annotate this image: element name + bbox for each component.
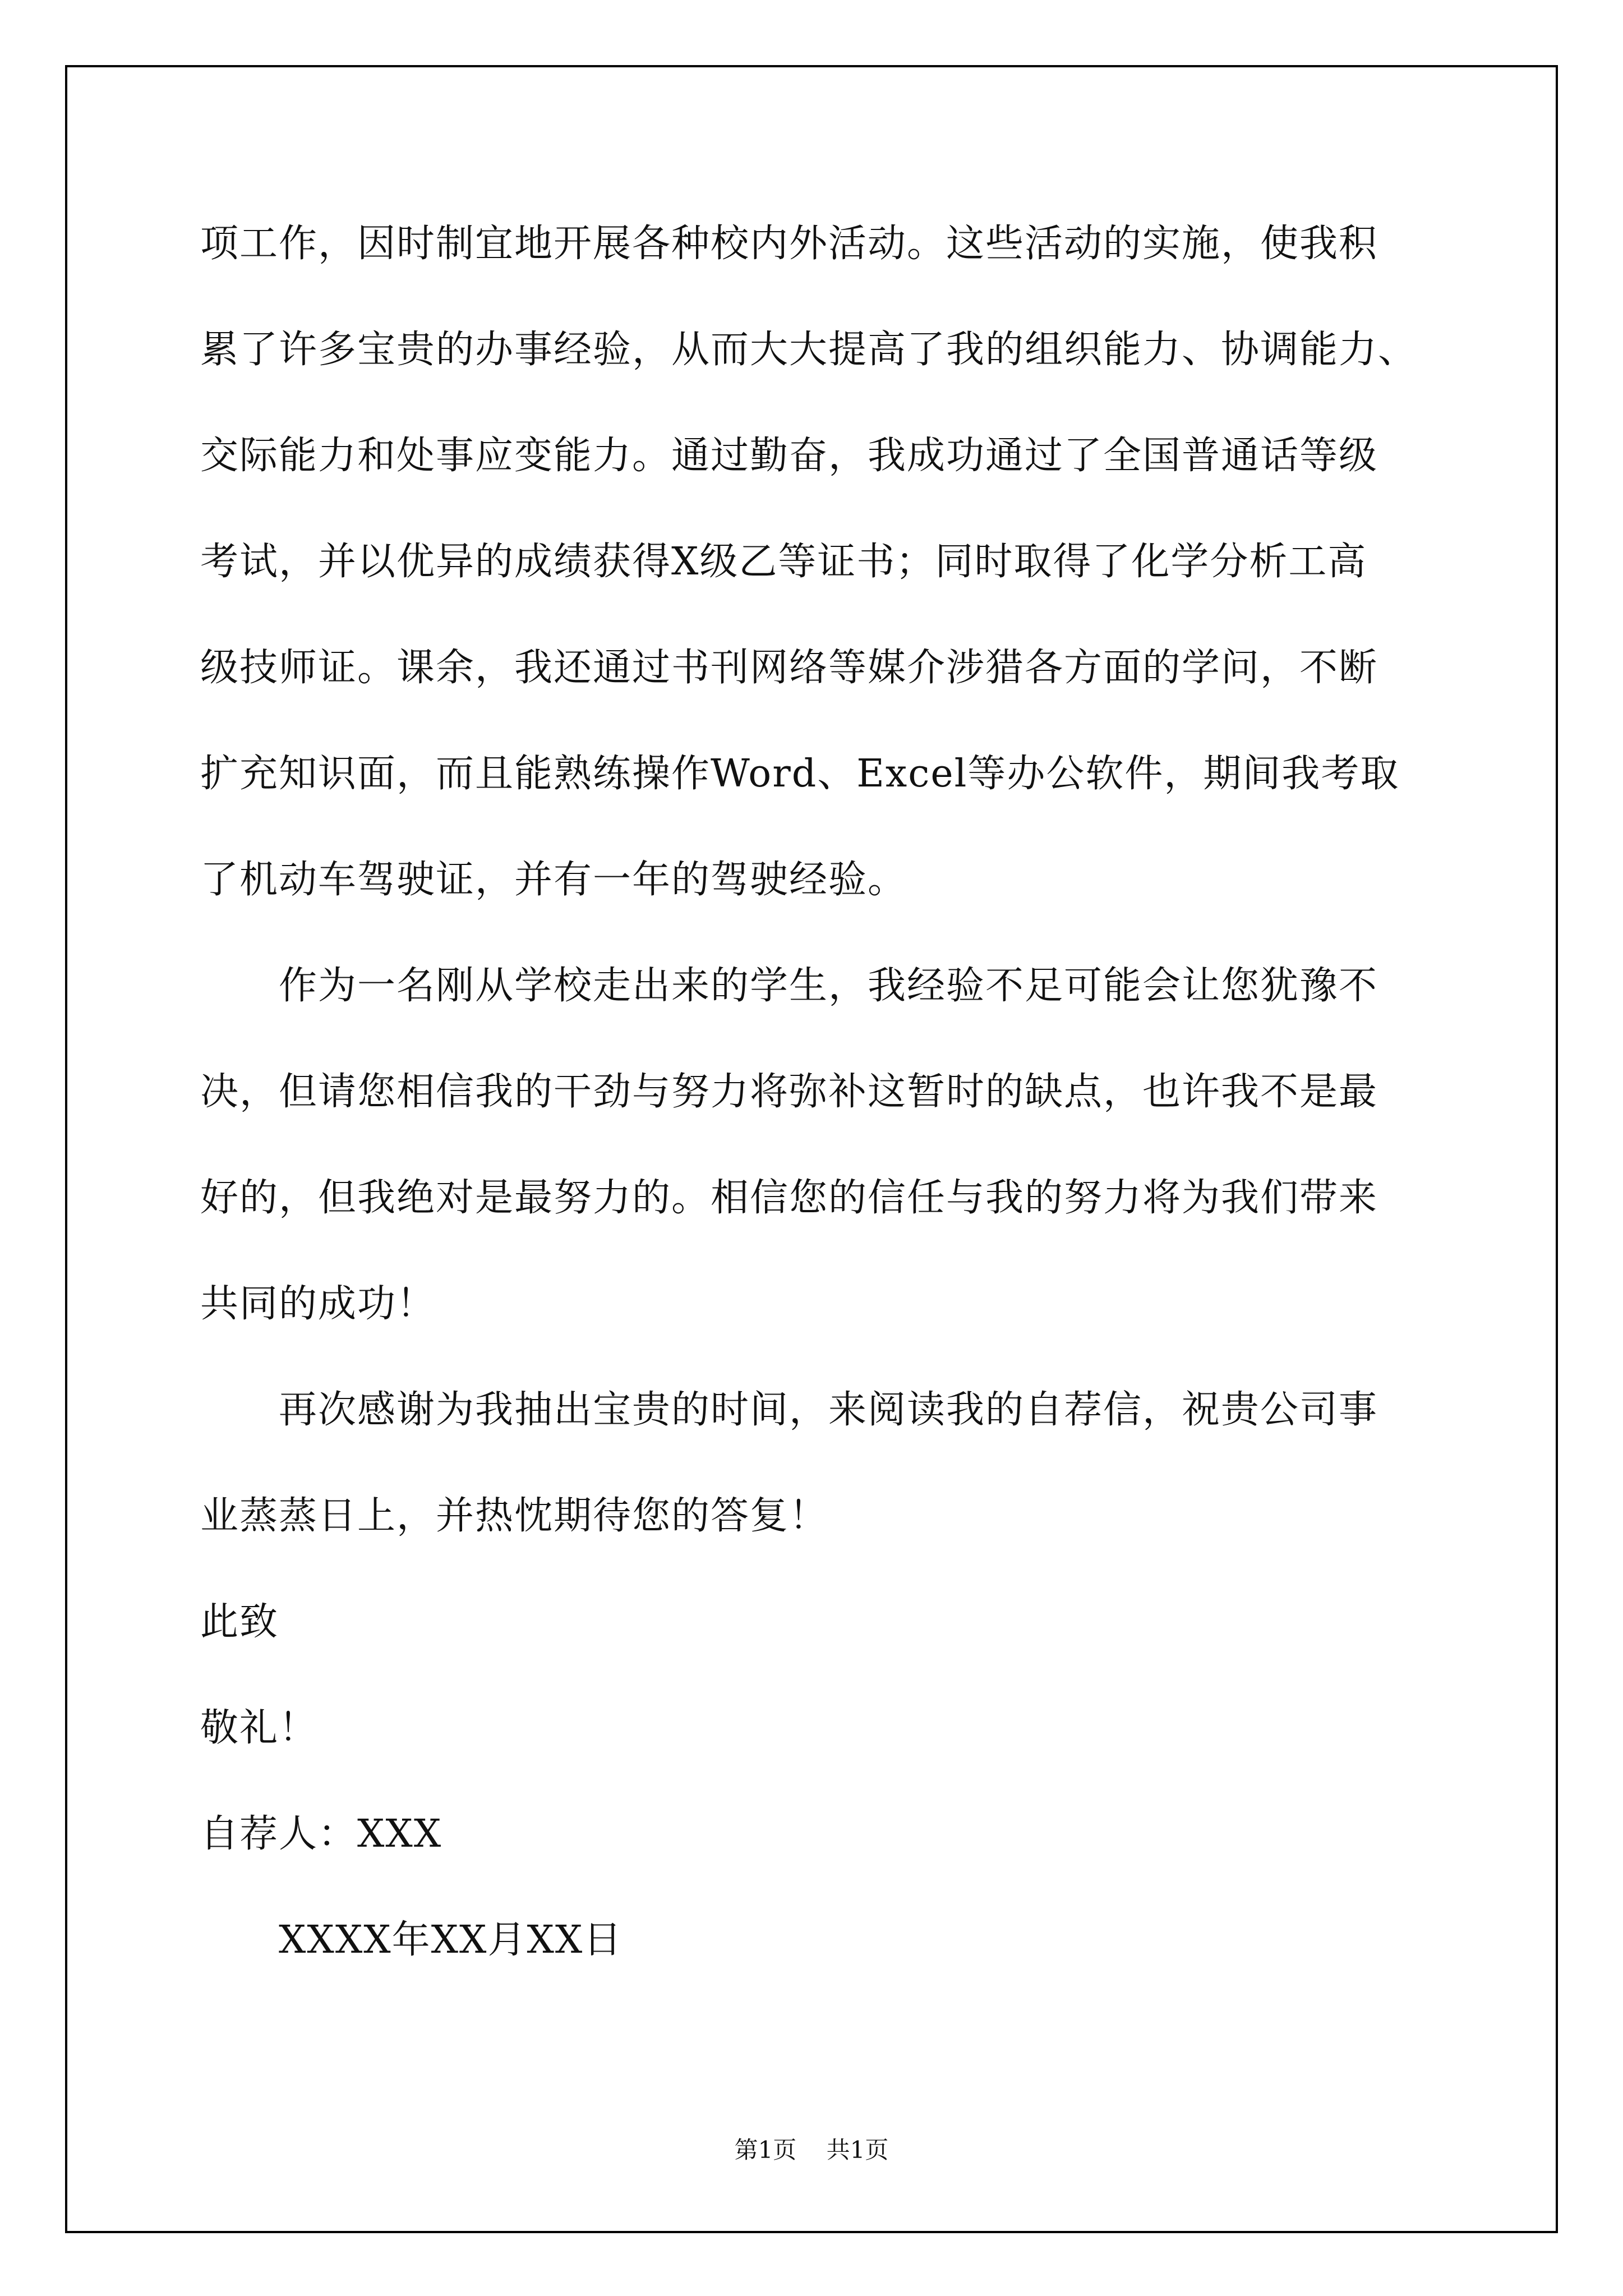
text-line: 决，但请您相信我的干劲与努力将弥补这暂时的缺点，也许我不是最 [200, 1070, 1378, 1114]
text-line: 再次感谢为我抽出宝贵的时间，来阅读我的自荐信，祝贵公司事 [279, 1388, 1378, 1432]
page-footer: 第1页 共1页 [734, 2136, 889, 2164]
text-line: 扩充知识面，而且能熟练操作Word、Excel等办公软件，期间我考取 [200, 752, 1400, 796]
text-line: 业蒸蒸日上，并热忱期待您的答复！ [200, 1494, 829, 1538]
text-line: 了机动车驾驶证，并有一年的驾驶经验。 [200, 858, 907, 902]
text-line: 级技师证。课余，我还通过书刊网络等媒介涉猎各方面的学问，不断 [200, 646, 1378, 690]
text-line: 累了许多宝贵的办事经验，从而大大提高了我的组织能力、协调能力、 [200, 328, 1418, 372]
text-line: XXXX年XX月XX日 [279, 1918, 623, 1962]
letter-body [200, 205, 1462, 2007]
text-line: 项工作，因时制宜地开展各种校内外活动。这些活动的实施，使我积 [200, 222, 1378, 266]
text-line: 交际能力和处事应变能力。通过勤奋，我成功通过了全国普通话等级 [200, 434, 1378, 478]
text-line: 自荐人：XXX [200, 1812, 442, 1856]
text-line: 作为一名刚从学校走出来的学生，我经验不足可能会让您犹豫不 [279, 964, 1378, 1008]
text-line: 敬礼！ [200, 1706, 319, 1750]
text-line: 考试，并以优异的成绩获得X级乙等证书；同时取得了化学分析工高 [200, 540, 1367, 584]
text-line: 此致 [200, 1600, 279, 1644]
text-line: 好的，但我绝对是最努力的。相信您的信任与我的努力将为我们带来 [200, 1176, 1378, 1220]
text-line: 共同的成功！ [200, 1282, 436, 1326]
